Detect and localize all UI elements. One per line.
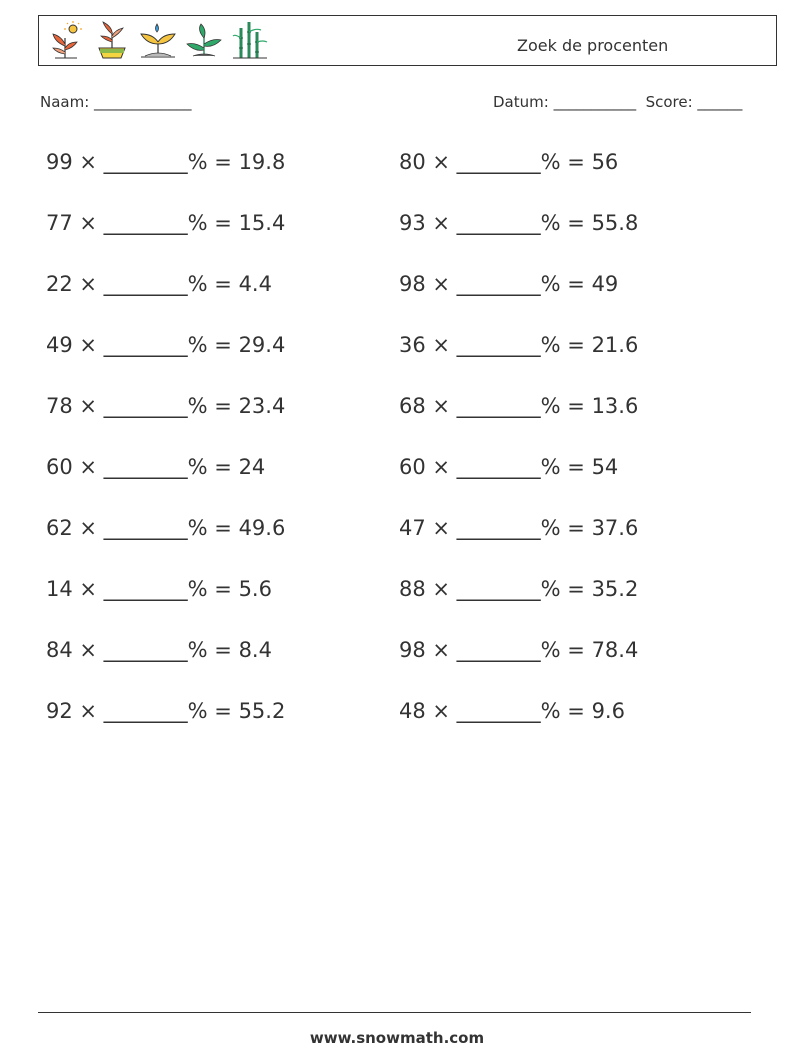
worksheet-title: Zoek de procenten: [517, 36, 669, 55]
problem-left-1: 99 × ________% = 19.8: [46, 150, 286, 174]
date-score-field: Datum: ___________ Score: ______: [493, 93, 743, 111]
plant-sun-icon: [45, 20, 87, 62]
problem-left-9: 84 × ________% = 8.4: [46, 638, 272, 662]
problem-left-6: 60 × ________% = 24: [46, 455, 266, 479]
footer-url: www.snowmath.com: [309, 1029, 485, 1047]
footer-divider: [38, 1012, 751, 1013]
problem-right-9: 98 × ________% = 78.4: [399, 638, 639, 662]
problem-right-6: 60 × ________% = 54: [399, 455, 619, 479]
name-field: Naam: _____________: [40, 93, 192, 111]
problem-left-10: 92 × ________% = 55.2: [46, 699, 286, 723]
problem-right-7: 47 × ________% = 37.6: [399, 516, 639, 540]
header-icons: [45, 20, 271, 62]
problem-left-2: 77 × ________% = 15.4: [46, 211, 286, 235]
problem-right-1: 80 × ________% = 56: [399, 150, 619, 174]
seedling-icon: [183, 20, 225, 62]
header-box: [38, 15, 777, 66]
problem-left-4: 49 × ________% = 29.4: [46, 333, 286, 357]
bamboo-icon: [229, 20, 271, 62]
problem-right-10: 48 × ________% = 9.6: [399, 699, 625, 723]
problem-left-8: 14 × ________% = 5.6: [46, 577, 272, 601]
problem-right-3: 98 × ________% = 49: [399, 272, 619, 296]
problem-right-8: 88 × ________% = 35.2: [399, 577, 639, 601]
potted-plant-icon: [91, 20, 133, 62]
problem-left-5: 78 × ________% = 23.4: [46, 394, 286, 418]
problem-left-7: 62 × ________% = 49.6: [46, 516, 286, 540]
problem-right-5: 68 × ________% = 13.6: [399, 394, 639, 418]
problem-right-4: 36 × ________% = 21.6: [399, 333, 639, 357]
sprout-water-icon: [137, 20, 179, 62]
problem-right-2: 93 × ________% = 55.8: [399, 211, 639, 235]
problem-left-3: 22 × ________% = 4.4: [46, 272, 272, 296]
